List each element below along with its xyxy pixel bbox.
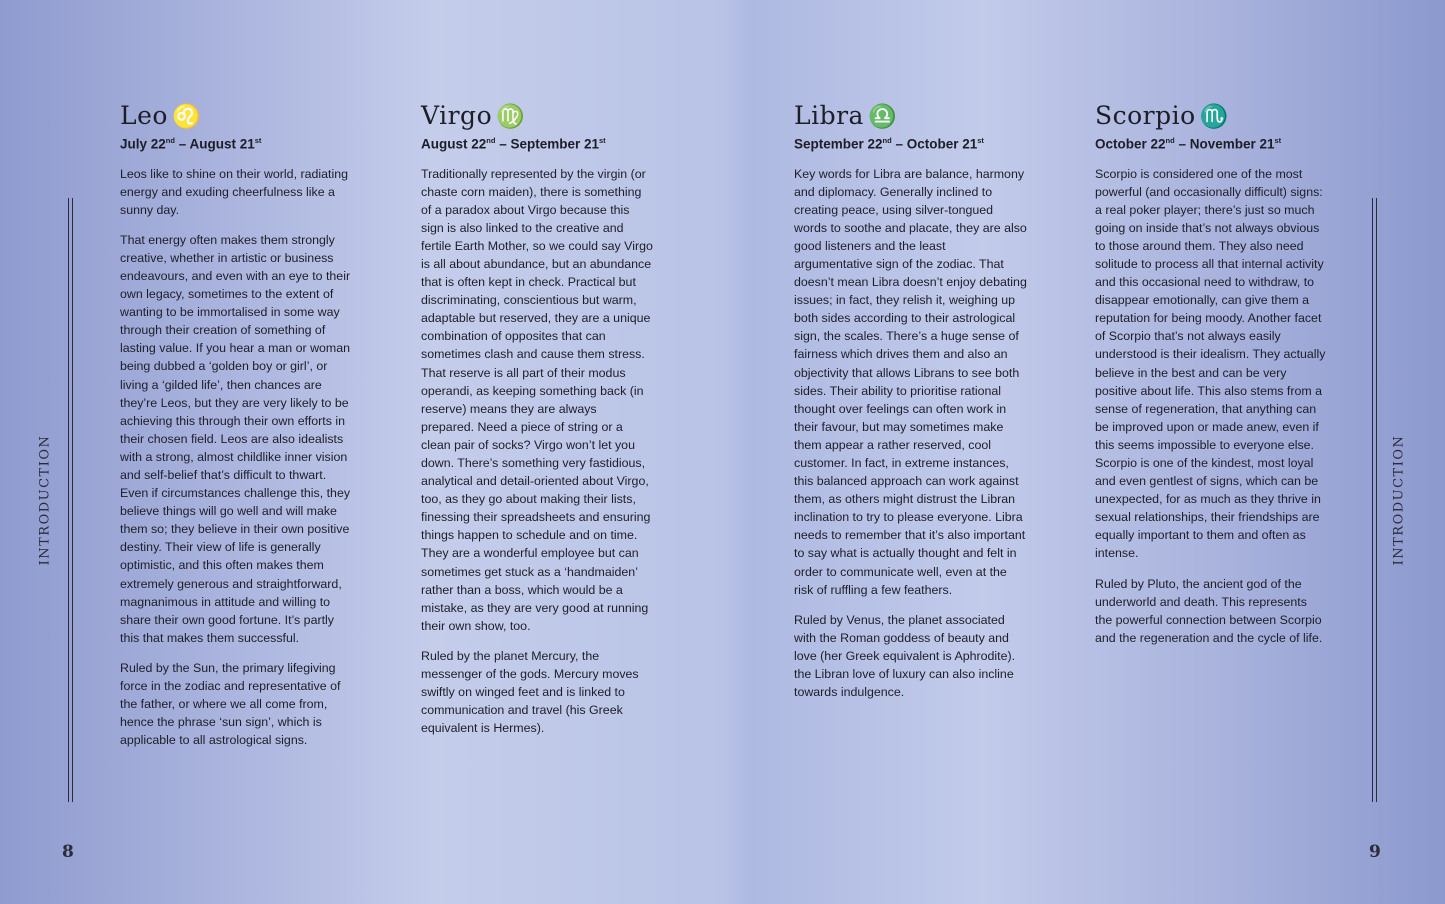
sign-column-scorpio [1095, 100, 1327, 659]
virgo-glyph-icon: ♍ [496, 104, 526, 130]
end-date: November 21 [1189, 136, 1275, 152]
sign-name: Scorpio [1095, 101, 1196, 130]
start-date: September 22 [794, 136, 883, 152]
date-range [794, 136, 1027, 152]
right-section-label: INTRODUCTION [1391, 434, 1407, 566]
left-margin-rule [68, 198, 73, 802]
paragraph: That energy often makes them strongly creative, whether in artistic or business endeavours, and even with an eye to their own legacy, sometimes to the extent of wanting to be immortalised in some way through their creation of something of lasting value. If you hear a man or woman being dubbed a ‘golden boy or girl’, or living a ‘gilded life’, then chances are they’re Leos, but they are very likely to be achieving this through their own efforts in their chosen field. Leos are also idealists with a strong, almost childlike inner vision and self-belief that’s difficult to thwart. Even if circumstances challenge this, they believe things will go well and will make them so; they believe in their own positive destiny. Their view of life is generally optimistic, and this often makes them extremely generous and straightforward, magnanimous in attitude and willing to share their own good fortune. It’s partly this that makes them successful. [120, 232, 351, 645]
date-dash: – [1174, 136, 1190, 152]
end-date-suffix: st [599, 136, 606, 145]
start-date: August 22 [421, 136, 487, 152]
sign-name: Libra [794, 101, 864, 130]
right-margin-rule [1372, 198, 1377, 802]
left-section-label: INTRODUCTION [37, 434, 53, 566]
sign-title [794, 100, 1027, 132]
leo-glyph-icon: ♌ [171, 104, 202, 130]
date-range [120, 136, 352, 152]
start-date: July 22 [120, 136, 166, 152]
sign-title [421, 100, 653, 132]
end-date-suffix: st [254, 136, 262, 145]
end-date: October 21 [906, 136, 978, 152]
paragraph: Ruled by the planet Mercury, the messenger of the gods. Mercury moves swiftly on winged feet and is linked to communication and travel (his Greek equivalent is Hermes). [421, 648, 639, 736]
sign-title [120, 100, 352, 132]
paragraph: Ruled by the Sun, the primary lifegiving force in the zodiac and representative of the father, or where we all come from, hence the phrase ‘sun sign’, which is applicable to all astrological signs. [120, 660, 341, 748]
start-date-suffix: nd [486, 136, 496, 145]
paragraph: Ruled by Pluto, the ancient god of the underworld and death. This represents the powerful connection between Scorpio and the regeneration and the cycle of life. [1095, 576, 1323, 645]
end-date-suffix: st [977, 136, 984, 145]
end-date-suffix: st [1274, 136, 1282, 145]
right-page-number: 9 [1369, 842, 1381, 862]
start-date-suffix: nd [882, 136, 892, 145]
sign-name: Virgo [421, 101, 493, 130]
date-range [1095, 136, 1327, 152]
sign-column-libra [794, 100, 1027, 713]
end-date: August 21 [189, 136, 255, 152]
end-date: September 21 [510, 136, 599, 152]
sign-column-leo [120, 100, 352, 761]
sign-column-virgo [421, 100, 653, 749]
left-page-number: 8 [62, 842, 74, 862]
paragraph: Traditionally represented by the virgin (or chaste corn maiden), there is something of a paradox about Virgo because this sign is also linked to the creative and fertile Earth Mother, so we could say Virgo is all about abundance, but an abundance that is often kept in check. Practical but discriminating, conscientious but warm, adaptable but reserved, they are a unique combination of opposites that can sometimes clash and cause them stress. That reserve is all part of their modus operandi, as keeping something back (in reserve) means they are always prepared. Need a piece of string or a clean pair of socks? Virgo won’t let you down. There’s something very fastidious, analytical and detail-oriented about Virgo, too, as they go about making their lists, finessing their spreadsheets and ensuring things happen to schedule and on time. They are a wonderful employee but can sometimes get stuck as a ‘handmaiden’ rather than a boss, which would be a mistake, as they are very good at running their own show, too. [421, 166, 653, 633]
sign-name: Leo [120, 101, 168, 130]
date-dash: – [891, 136, 907, 152]
start-date-suffix: nd [165, 136, 175, 145]
start-date-suffix: nd [1165, 136, 1175, 145]
paragraph: Scorpio is considered one of the most powerful (and occasionally difficult) signs: a real poker player; there’s just so much going on inside that’s not always obvious to those around them. They also need solitude to process all that internal activity and this occasional need to withdraw, to disappear emotionally, can give them a reputation for being moody. Another facet of Scorpio that’s not always easily understood is their idealism. They actually believe in the best and can be very positive about life. This also stems from a sense of regeneration, that anything can be improved upon or made anew, even if this seems impossible to everyone else. Scorpio is one of the kindest, most loyal and even gentlest of signs, which can be unexpected, for as much as they thrive in sexual relationships, their friendships are equally important to them and often as intense. [1095, 166, 1326, 561]
paragraph: Ruled by Venus, the planet associated with the Roman goddess of beauty and love (her Greek equivalent is Aphrodite). the Libran love of luxury can also incline towards indulgence. [794, 612, 1016, 700]
paragraph: Key words for Libra are balance, harmony and diplomacy. Generally inclined to creating peace, using silver-tongued words to soothe and placate, they are also good listeners and the least argumentative sign of the zodiac. That doesn’t mean Libra doesn’t enjoy debating issues; in fact, they relish it, weighing up both sides according to their astrological sign, the scales. There’s a huge sense of fairness which drives them and also an objectivity that allows Librans to see both sides. Their ability to prioritise rational thought over feelings can often work in their favour, but may sometimes make them appear a rather reserved, cool customer. In fact, in extreme instances, this balanced approach can work against them, as others might distrust the Libran inclination to try to please everyone. Libra needs to remember that it’s also important to say what is actually thought and felt in order to communicate well, even at the risk of ruffling a few feathers. [794, 166, 1027, 597]
start-date: October 22 [1095, 136, 1166, 152]
sign-title [1095, 100, 1327, 132]
date-range [421, 136, 653, 152]
libra-glyph-icon: ♎ [867, 104, 898, 130]
date-dash: – [495, 136, 511, 152]
paragraph: Leos like to shine on their world, radiating energy and exuding cheerfulness like a sunny day. [120, 166, 348, 217]
date-dash: – [174, 136, 190, 152]
scorpio-glyph-icon: ♏ [1199, 104, 1229, 130]
